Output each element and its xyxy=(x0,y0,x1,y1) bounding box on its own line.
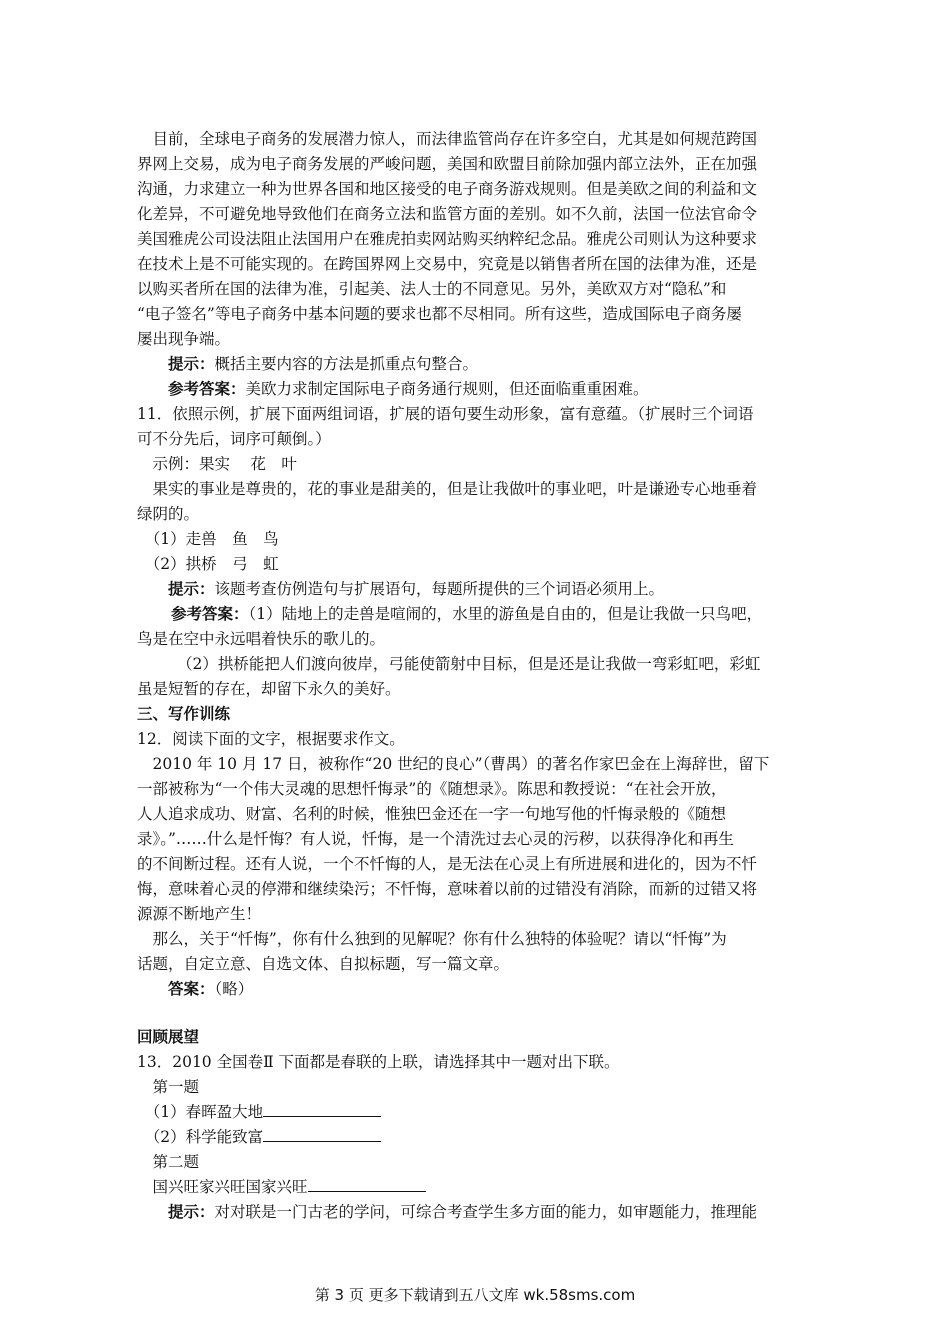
hint-text: 概括主要内容的方法是抓重点句整合。 xyxy=(214,355,479,373)
q12-text-line: 源源不断地产生！ xyxy=(137,905,262,923)
hint-text: 该题考查仿例造句与扩展语句，每题所提供的三个词语必须用上。 xyxy=(214,580,665,598)
q12-text-line: 的不间断过程。还有人说，一个不忏悔的人，是无法在心灵上有所进展和进化的，因为不忏 xyxy=(137,855,758,873)
answer-label: 参考答案： xyxy=(171,605,249,623)
q13-item-1 xyxy=(137,1100,827,1124)
couplet-text: （2）科学能致富 xyxy=(137,1128,264,1146)
q10-hint xyxy=(168,352,858,376)
section-heading-writing: 三、写作训练 xyxy=(137,705,231,723)
q12-answer xyxy=(168,977,858,1001)
hint-label: 提示： xyxy=(168,580,215,598)
q13-hint xyxy=(168,1200,858,1224)
couplet-text: （1）春晖盈大地 xyxy=(137,1103,264,1121)
q13-part-1: 第一题 xyxy=(137,1078,200,1096)
page-footer: 第 3 页 更多下载请到五八文库 wk.58sms.com xyxy=(314,1286,636,1304)
passage-line: 化差异，不可避免地导致他们在商务立法和监管方面的差别。如不久前，法国一位法官命令 xyxy=(137,205,758,223)
passage-line: 在技术上是不可能实现的。在跨国界网上交易中，究竟是以销售者所在国的法律为准，还是 xyxy=(137,255,758,273)
answer-blank xyxy=(263,1125,381,1142)
q10-answer xyxy=(168,377,858,401)
q13-part-2: 第二题 xyxy=(137,1153,200,1171)
answer-label: 参考答案： xyxy=(168,380,246,398)
q12-text-line: 录》。”……什么是忏悔？有人说，忏悔，是一个清洗过去心灵的污秽，以获得净化和再生 xyxy=(137,830,734,848)
hint-label: 提示： xyxy=(168,1203,215,1221)
q11-item-1: （1）走兽 鱼 鸟 xyxy=(137,530,279,548)
answer-blank xyxy=(263,1100,381,1117)
passage-line: “电子签名”等电子商务中基本问题的要求也都不尽相同。所有这些，造成国际电子商务屡 xyxy=(137,305,742,323)
couplet-text: 国兴旺家兴旺国家兴旺 xyxy=(137,1178,308,1196)
q13-item-2 xyxy=(137,1125,827,1149)
q11-answer-2: （2）拱桥能把人们渡向彼岸，弓能使箭射中目标，但是还是让我做一弯彩虹吧，彩虹 xyxy=(177,655,761,673)
q11-answer xyxy=(171,602,861,626)
answer-text: （1）陆地上的走兽是喧闹的，水里的游鱼是自由的，但是让我做一只鸟吧， xyxy=(248,605,763,623)
q11-question: 11．依照示例，扩展下面两组词语，扩展的语句要生动形象，富有意蕴。（扩展时三个词语 xyxy=(137,405,754,423)
q12-text-line: 一部被称为“一个伟大灵魂的思想忏悔录”的《随想录》。陈思和教授说：“在社会开放， xyxy=(137,780,727,798)
q13-item-3 xyxy=(137,1175,827,1199)
passage-line: 目前，全球电子商务的发展潜力惊人，而法律监管尚存在许多空白，尤其是如何规范跨国 xyxy=(137,130,758,148)
answer-blank xyxy=(308,1175,426,1192)
answer-label: 答案： xyxy=(168,980,215,998)
passage-line: 以购买者所在国的法律为准，引起美、法人士的不同意见。另外，美欧双方对“隐私”和 xyxy=(137,280,727,298)
q11-hint xyxy=(168,577,858,601)
answer-text: （略） xyxy=(214,980,254,998)
answer-text: 美欧力求制定国际电子商务通行规则，但还面临重重困难。 xyxy=(245,380,649,398)
section-heading-review: 回顾展望 xyxy=(137,1028,200,1046)
hint-text: 对对联是一门古老的学问，可综合考查学生多方面的能力，如审题能力，推理能 xyxy=(214,1203,758,1221)
passage-line: 屡出现争端。 xyxy=(137,330,231,348)
q11-question-cont: 可不分先后，词序可颠倒。） xyxy=(137,430,331,448)
q11-example-text-cont: 绿阴的。 xyxy=(137,505,200,523)
hint-label: 提示： xyxy=(168,355,215,373)
q12-text-line: 2010 年 10 月 17 日，被称作“20 世纪的良心”（曹禺）的著名作家巴金在上海辞世，留下 xyxy=(137,755,770,773)
q11-example: 示例：果实 花 叶 xyxy=(137,455,297,473)
q13-question: 13．2010 全国卷Ⅱ 下面都是春联的上联，请选择其中一题对出下联。 xyxy=(137,1053,620,1071)
q12-question: 12．阅读下面的文字，根据要求作文。 xyxy=(137,730,405,748)
q11-answer-cont: 鸟是在空中永远唱着快乐的歌儿的。 xyxy=(137,630,386,648)
q12-text-line: 悔，意味着心灵的停滞和继续染污；不忏悔，意味着以前的过错没有消除，而新的过错又将 xyxy=(137,880,758,898)
passage-line: 沟通，力求建立一种为世界各国和地区接受的电子商务游戏规则。但是美欧之间的利益和文 xyxy=(137,180,758,198)
q11-item-2: （2）拱桥 弓 虹 xyxy=(137,555,279,573)
passage-line: 界网上交易，成为电子商务发展的严峻问题，美国和欧盟目前除加强内部立法外，正在加强 xyxy=(137,155,758,173)
q12-text-line: 人人追求成功、财富、名利的时候，惟独巴金还在一字一句地写他的忏悔录般的《随想 xyxy=(137,805,727,823)
q11-example-text: 果实的事业是尊贵的，花的事业是甜美的，但是让我做叶的事业吧，叶是谦逊专心地垂着 xyxy=(137,480,758,498)
q12-prompt-cont: 话题，自定立意、自选文体、自拟标题，写一篇文章。 xyxy=(137,955,510,973)
passage-line: 美国雅虎公司设法阻止法国用户在雅虎拍卖网站购买纳粹纪念品。雅虎公司则认为这种要求 xyxy=(137,230,758,248)
q12-prompt: 那么，关于“忏悔”，你有什么独到的见解呢？你有什么独特的体验呢？请以“忏悔”为 xyxy=(137,930,727,948)
q11-answer-2-cont: 虽是短暂的存在，却留下永久的美好。 xyxy=(137,680,401,698)
